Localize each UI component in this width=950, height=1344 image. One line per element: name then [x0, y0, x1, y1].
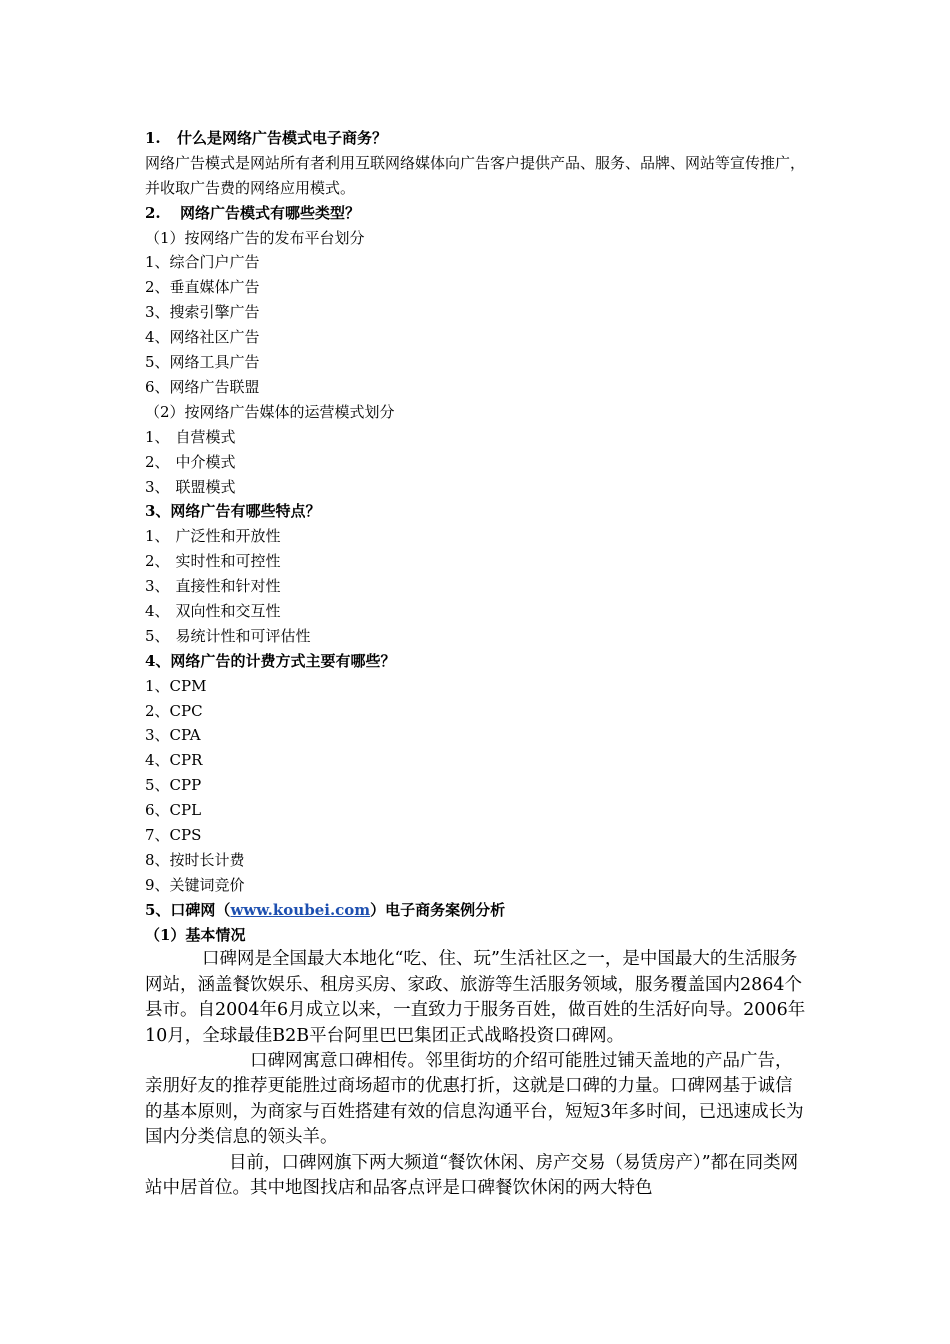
- list-item: [145, 450, 807, 475]
- list-item: 7、CPS: [145, 825, 202, 844]
- list-item-number: 4、: [145, 601, 170, 620]
- list-item-number: 2、: [145, 552, 170, 571]
- list-item-text: 自营模式: [175, 427, 236, 446]
- list-item: [145, 524, 807, 549]
- list-item: [145, 624, 807, 649]
- question-5-subheading: （1）基本情况: [145, 925, 246, 944]
- list-item: 8、按时长计费: [145, 850, 245, 869]
- question-2-heading: [145, 201, 807, 226]
- question-1-title: 什么是网络广告模式电子商务？: [177, 129, 388, 147]
- list-item-text: 中介模式: [175, 452, 236, 471]
- question-1-answer: 网络广告模式是网站所有者利用互联网络媒体向广告客户提供产品、服务、品牌、网站等宣传推广，并收取广告费的网络应用模式。: [145, 153, 806, 197]
- question-2-title: 网络广告模式有哪些类型？: [180, 203, 361, 222]
- list-item-number: 1、: [145, 427, 170, 446]
- list-item: 4、CPR: [145, 751, 203, 770]
- list-item-text: 直接性和针对性: [175, 577, 281, 596]
- question-5-heading: [145, 898, 807, 923]
- list-item-text: 广泛性和开放性: [175, 527, 281, 546]
- question-2-subheading-1: （1）按网络广告的发布平台划分: [145, 228, 365, 247]
- list-item-text: 易统计性和可评估性: [175, 626, 311, 645]
- case-paragraph-2: 口碑网寓意口碑相传。邻里街坊的介绍可能胜过铺天盖地的产品广告，亲朋好友的推荐更能胜过商场超市的优惠打折，这就是口碑的力量。口碑网基于诚信的基本原则，为商家与百姓搭建有效的信息沟通平台，短短3年多时间，已迅速成长为国内分类信息的领头羊。: [145, 1051, 804, 1148]
- question-5-title-suffix: ）电子商务案例分析: [370, 900, 506, 919]
- koubei-link[interactable]: www.koubei.com: [230, 900, 371, 919]
- list-item: 5、网络工具广告: [145, 353, 260, 372]
- list-item: 3、CPA: [145, 726, 201, 745]
- list-item-text: 实时性和可控性: [175, 552, 281, 571]
- list-item: [145, 599, 807, 624]
- list-item: 1、综合门户广告: [145, 253, 260, 272]
- list-item: 2、CPC: [145, 701, 203, 720]
- question-4-heading: 4、网络广告的计费方式主要有哪些？: [145, 651, 396, 670]
- question-2-number: 2.: [145, 203, 161, 222]
- document-body: [145, 126, 807, 1201]
- list-item: 5、CPP: [145, 776, 202, 795]
- list-item: [145, 574, 807, 599]
- list-item: 6、CPL: [145, 801, 202, 820]
- list-item: [145, 475, 807, 500]
- list-item-number: 3、: [145, 577, 170, 596]
- list-item: [145, 425, 807, 450]
- list-item-number: 3、: [145, 477, 170, 496]
- list-item-number: 2、: [145, 452, 170, 471]
- case-paragraph-3: 目前，口碑网旗下两大频道“餐饮休闲、房产交易（易赁房产）”都在同类网站中居首位。其中地图找店和品客点评是口碑餐饮休闲的两大特色: [145, 1152, 799, 1199]
- list-item: 4、网络社区广告: [145, 328, 260, 347]
- list-item: [145, 549, 807, 574]
- list-item: 6、网络广告联盟: [145, 377, 260, 396]
- list-item-number: 5、: [145, 626, 170, 645]
- question-1-heading: [145, 126, 807, 151]
- question-5-title-prefix: 5、口碑网（: [145, 900, 231, 919]
- list-item-number: 1、: [145, 527, 170, 546]
- question-2-subheading-2: （2）按网络广告媒体的运营模式划分: [145, 402, 395, 421]
- list-item: 3、搜索引擎广告: [145, 303, 260, 322]
- list-item: 9、关键词竞价: [145, 875, 245, 894]
- list-item-text: 联盟模式: [175, 477, 236, 496]
- list-item: 2、垂直媒体广告: [145, 278, 260, 297]
- question-3-heading: 3、网络广告有哪些特点？: [145, 502, 321, 521]
- question-1-number: 1.: [145, 129, 161, 147]
- list-item-text: 双向性和交互性: [175, 601, 281, 620]
- list-item: 1、CPM: [145, 676, 207, 695]
- case-paragraph-1: 口碑网是全国最大本地化“吃、住、玩”生活社区之一，是中国最大的生活服务网站，涵盖餐饮娱乐、租房买房、家政、旅游等生活服务领域，服务覆盖国内2864个县市。自2004年6月成立以来，一直致力于服务百姓，做百姓的生活好向导。2006年10月，全球最佳B2B平台阿里巴巴集团正式战略投资口碑网。: [145, 949, 806, 1046]
